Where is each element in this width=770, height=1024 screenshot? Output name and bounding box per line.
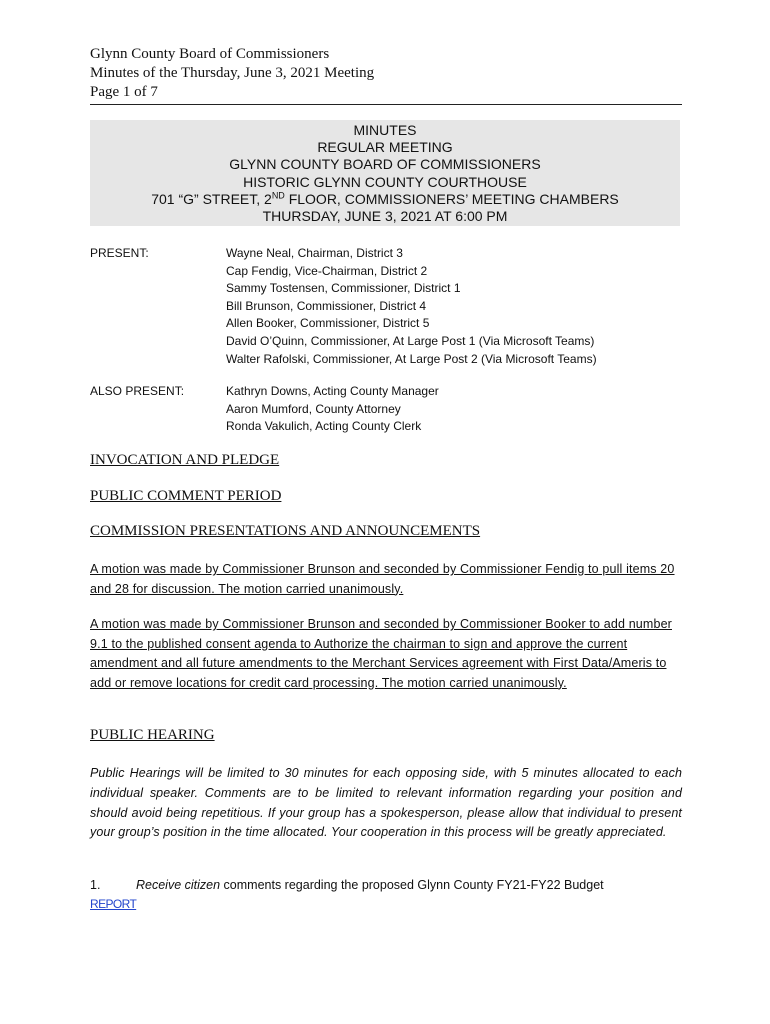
title-box — [90, 120, 680, 226]
present-name: Wayne Neal, Chairman, District 3 — [226, 246, 403, 260]
report-link[interactable]: REPORT — [90, 897, 137, 911]
also-present-label: ALSO PRESENT: — [90, 384, 185, 398]
section-public-comment: PUBLIC COMMENT PERIOD — [90, 488, 282, 504]
motion-consent-agenda: A motion was made by Commissioner Brunson and seconded by Commissioner Booker to add number 9.1 to the published consent agenda to Authorize the chairman to sign and approve the current amendment and all future amendments to the Merchant Services agreement with First Data/Ameris to add or remove locations for credit card processing. The motion carried unanimously. — [90, 617, 672, 690]
motion-pull-items: A motion was made by Commissioner Brunson and seconded by Commissioner Fendig to pull items 20 and 28 for discussion. The motion carried unanimously. — [90, 562, 675, 596]
title-address — [90, 191, 680, 208]
header-meeting-date: Minutes of the Thursday, June 3, 2021 Meeting — [90, 65, 375, 81]
also-present-names — [226, 383, 696, 436]
header-board-name: Glynn County Board of Commissioners — [90, 46, 330, 62]
agenda-item-italic: Receive citizen — [136, 878, 221, 892]
also-present-name: Ronda Vakulich, Acting County Clerk — [226, 419, 422, 434]
page-header — [90, 45, 682, 105]
header-page-number: Page 1 of 7 — [90, 84, 158, 100]
also-present-name: Kathryn Downs, Acting County Manager — [226, 384, 439, 398]
title-datetime: THURSDAY, JUNE 3, 2021 AT 6:00 PM — [262, 208, 508, 225]
title-meeting-type: REGULAR MEETING — [317, 139, 453, 156]
agenda-item-number: 1. — [90, 878, 101, 892]
title-address-pre: 701 “G” STREET, 2 — [151, 190, 272, 207]
title-address-sup: ND — [271, 190, 285, 201]
title-address-post: FLOOR, COMMISSIONERS’ MEETING CHAMBERS — [284, 190, 619, 207]
present-label: PRESENT: — [90, 246, 149, 260]
present-name: Walter Rafolski, Commissioner, At Large Post 2 (Via Microsoft Teams) — [226, 351, 597, 366]
public-hearing-note: Public Hearings will be limited to 30 minutes for each opposing side, with 5 minutes allocated to each individual speaker. Comments are to be limited to relevant information regarding your position and should avoid being repetitious. If your group has a spokesperson, please allow that individual to present your group’s position in the time allocated. Your cooperation in this process will be greatly appreciated. — [90, 766, 682, 840]
present-name: David O’Quinn, Commissioner, At Large Post 1 (Via Microsoft Teams) — [226, 333, 595, 348]
present-names — [226, 245, 696, 368]
section-presentations: COMMISSION PRESENTATIONS AND ANNOUNCEMENTS — [90, 523, 481, 539]
title-location: HISTORIC GLYNN COUNTY COURTHOUSE — [243, 173, 527, 190]
present-name: Cap Fendig, Vice-Chairman, District 2 — [226, 263, 428, 278]
section-invocation: INVOCATION AND PLEDGE — [90, 452, 280, 468]
title-minutes: MINUTES — [353, 122, 417, 138]
also-present-name: Aaron Mumford, County Attorney — [226, 401, 401, 416]
agenda-item-rest: comments regarding the proposed Glynn County FY21-FY22 Budget — [220, 878, 604, 892]
agenda-item-text — [136, 878, 604, 892]
present-name: Sammy Tostensen, Commissioner, District 1 — [226, 281, 461, 296]
title-board: GLYNN COUNTY BOARD OF COMMISSIONERS — [229, 156, 541, 173]
present-name: Allen Booker, Commissioner, District 5 — [226, 316, 430, 331]
present-name: Bill Brunson, Commissioner, District 4 — [226, 298, 427, 313]
section-public-hearing: PUBLIC HEARING — [90, 727, 215, 743]
